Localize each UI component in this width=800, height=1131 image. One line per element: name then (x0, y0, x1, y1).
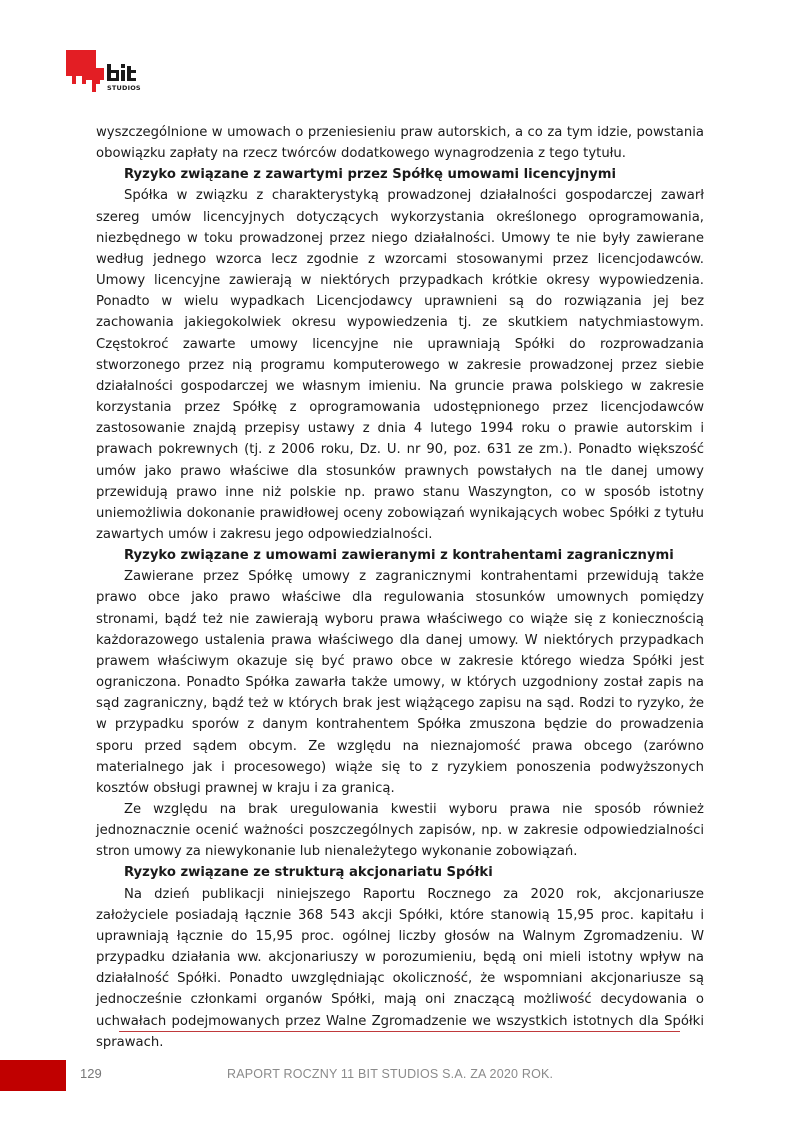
11-bit-studios-logo-icon (66, 50, 148, 94)
paragraph: Na dzień publikacji niniejszego Raportu Rocznego za 2020 rok, akcjonariusze założyciele posiadają łącznie 368 543 akcji Spółki, które stanowią 15,95 proc. kapitału i uprawniają łącznie do 15,95 proc. ogólnej liczby głosów na Walnym Zgromadzeniu. W przypadku działania ww. akcjonariuszy w porozumieniu, będą oni mieli istotny wpływ na działalność Spółki. Ponadto uwzględniając okoliczność, że wspomniani akcjonariusze są jednocześnie członkami organów Spółki, mają oni znaczącą możliwość decydowania o uchwałach podejmowanych przez Walne Zgromadzenie we wszystkich istotnych dla Spółki sprawach. (96, 886, 704, 1050)
section-heading: Ryzyko związane ze strukturą akcjonariatu Spółki (124, 865, 493, 881)
footer-divider (119, 1031, 680, 1032)
paragraph: Ze względu na brak uregulowania kwestii wyboru prawa nie sposób również jednoznacznie ocenić ważności poszczególnych zapisów, np. w zakresie odpowiedzialności stron umowy za niewykonanie lub nienależytego wykonanie zobowiązań. (96, 802, 704, 860)
company-logo (66, 50, 148, 94)
section-heading: Ryzyko związane z umowami zawieranymi z kontrahentami zagranicznymi (124, 548, 674, 564)
section-heading: Ryzyko związane z zawartymi przez Spółkę umowami licencyjnymi (124, 167, 616, 183)
footer-accent-block (0, 1060, 66, 1091)
svg-text:STUDIOS: STUDIOS (107, 84, 141, 92)
paragraph: Zawierane przez Spółkę umowy z zagranicznymi kontrahentami przewidują także prawo obce jako prawo właściwe dla regulowania stosunków umownych pomiędzy stronami, bądź też nie zawierają wyboru prawa właściwego co wiąże się z koniecznością każdorazowego ustalenia prawa właściwego dla danej umowy. W niektórych przypadkach prawem właściwym okazuje się być prawo obce w zakresie którego wiedza Spółki jest ograniczona. Ponadto Spółka zawarła także umowy, w których uzgodniony został zapis na sąd zagraniczny, bądź też w których brak jest wiążącego zapisu na sąd. Rodzi to ryzyko, że w przypadku sporów z danym kontrahentem Spółka zmuszona będzie do prowadzenia sporu przed sądem obcym. Ze względu na nieznajomość prawa obcego (zarówno materialnego jak i procesowego) wiąże się to z ryzykiem ponoszenia podwyższonych kosztów obsługi prawnej w kraju i za granicą. (96, 569, 704, 796)
document-body (96, 122, 704, 1053)
footer-report-title: RAPORT ROCZNY 11 BIT STUDIOS S.A. ZA 2020 ROK. (227, 1067, 554, 1081)
paragraph: wyszczególnione w umowach o przeniesieniu praw autorskich, a co za tym idzie, powstania obowiązku zapłaty na rzecz twórców dodatkowego wynagrodzenia z tego tytułu. (96, 125, 704, 162)
page-number: 129 (80, 1066, 102, 1081)
paragraph: Spółka w związku z charakterystyką prowadzonej działalności gospodarczej zawarł szereg umów licencyjnych dotyczących wykorzystania określonego oprogramowania, niezbędnego w toku prowadzonej przez niego działalności. Umowy te nie były zawierane według jednego wzorca lecz zgodnie z wzorcami stosowanymi przez licencjodawców. Umowy licencyjne zawierają w niektórych przypadkach krótkie okresy wypowiedzenia. Ponadto w wielu wypadkach Licencjodawcy uprawnieni są do rozwiązania jej bez zachowania jakiegokolwiek okresu wypowiedzenia tj. ze skutkiem natychmiastowym. Częstokroć zawarte umowy licencyjne nie uprawniają Spółki do rozprowadzania stworzonego przez nią programu komputerowego w zakresie prowadzonej przez siebie działalności gospodarczej we własnym imieniu. Na gruncie prawa polskiego w zakresie korzystania przez Spółkę z oprogramowania udostępnionego przez licencjodawców zastosowanie znajdą przepisy ustawy z dnia 4 lutego 1994 roku o prawie autorskim i prawach pokrewnych (tj. z 2006 roku, Dz. U. nr 90, poz. 631 ze zm.). Ponadto większość umów jako prawo właściwe dla stosunków prawnych powstałych na tle danej umowy przewidują prawo inne niż polskie np. prawo stanu Waszyngton, co w sposób istotny uniemożliwia dokonanie prawidłowej oceny zobowiązań wynikających wobec Spółki z tytułu zawartych umów i zakresu jego odpowiedzialności. (96, 188, 704, 542)
